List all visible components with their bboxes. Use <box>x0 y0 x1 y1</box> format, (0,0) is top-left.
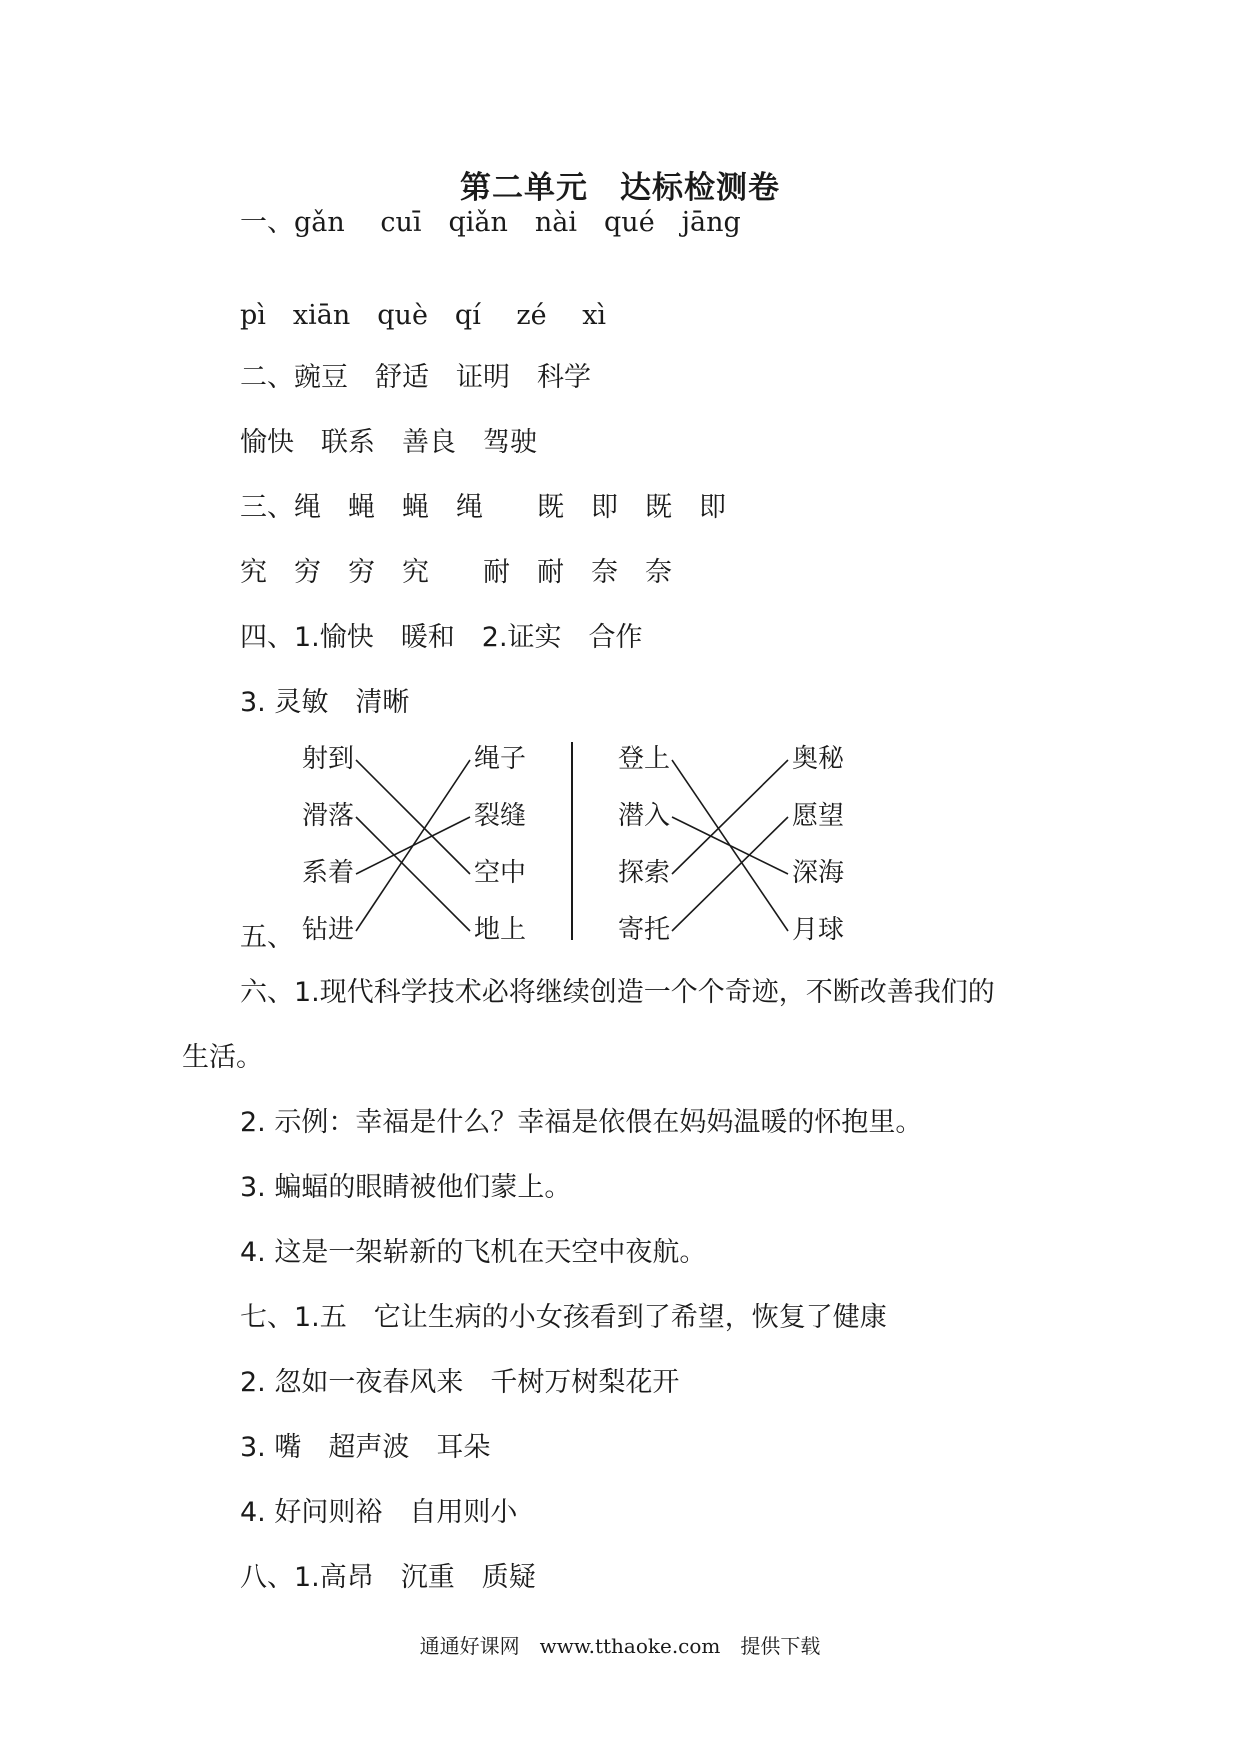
match-left-word: 系着 <box>302 858 355 888</box>
answer-7-line-2: 2. 忽如一夜春风来 千树万树梨花开 <box>240 1367 680 1398</box>
answer-3-line-1: 三、绳 蝇 蝇 绳 既 即 既 即 <box>240 492 726 523</box>
match-right-word: 深海 <box>792 858 845 888</box>
answer-2-line-2: 愉快 联系 善良 驾驶 <box>240 427 537 458</box>
page-title: 第二单元 达标检测卷 <box>460 170 780 206</box>
answer-6-line-5: 4. 这是一架崭新的飞机在天空中夜航。 <box>240 1237 707 1268</box>
answer-4-line-2: 3. 灵敏 清晰 <box>240 687 410 718</box>
match-right-word: 裂缝 <box>474 801 527 831</box>
answer-8-line-1: 八、1.高昂 沉重 质疑 <box>240 1562 536 1593</box>
match-left-word: 探索 <box>618 858 671 888</box>
answer-6-line-3: 2. 示例：幸福是什么？幸福是依偎在妈妈温暖的怀抱里。 <box>240 1107 923 1138</box>
answer-7-line-3: 3. 嘴 超声波 耳朵 <box>240 1432 491 1463</box>
match-connector-line <box>672 760 788 874</box>
answer-7-line-4: 4. 好问则裕 自用则小 <box>240 1497 518 1528</box>
answer-1-line-2: pì xiān què qí zé xì <box>240 300 607 331</box>
match-connector-line <box>356 760 470 874</box>
match-right-word: 绳子 <box>474 744 527 774</box>
match-left-word: 钻进 <box>302 915 355 945</box>
match-right-word: 地上 <box>474 915 527 945</box>
answer-6-line-1: 六、1.现代科学技术必将继续创造一个个奇迹，不断改善我们的 <box>240 977 995 1008</box>
footer-credit: 通通好课网 www.tthaoke.com 提供下载 <box>419 1634 821 1658</box>
match-right-word: 月球 <box>792 915 845 945</box>
match-left-word: 潜入 <box>618 801 671 831</box>
match-left-word: 登上 <box>618 744 671 774</box>
match-connector-line <box>356 817 470 931</box>
answer-6-line-4: 3. 蝙蝠的眼睛被他们蒙上。 <box>240 1172 572 1203</box>
answer-4-line-1: 四、1.愉快 暖和 2.证实 合作 <box>240 622 643 653</box>
answer-3-line-2: 究 穷 穷 究 耐 耐 奈 奈 <box>240 557 672 588</box>
match-connector-line <box>672 817 788 874</box>
answer-2-line-1: 二、豌豆 舒适 证明 科学 <box>240 362 591 393</box>
answer-1-line-1: 一、gǎn cuī qiǎn nài qué jāng <box>240 207 741 238</box>
answer-6-line-2: 生活。 <box>182 1042 263 1073</box>
answer-5-label: 五、 <box>240 922 294 953</box>
match-right-word: 奥秘 <box>792 744 845 774</box>
match-right-word: 愿望 <box>792 801 845 831</box>
match-right-word: 空中 <box>474 858 527 888</box>
match-connector-line <box>356 760 470 931</box>
match-left-word: 滑落 <box>302 801 355 831</box>
match-left-word: 寄托 <box>618 915 671 945</box>
answer-7-line-1: 七、1.五 它让生病的小女孩看到了希望，恢复了健康 <box>240 1302 887 1333</box>
match-connector-line <box>672 817 788 931</box>
match-left-word: 射到 <box>302 744 355 774</box>
